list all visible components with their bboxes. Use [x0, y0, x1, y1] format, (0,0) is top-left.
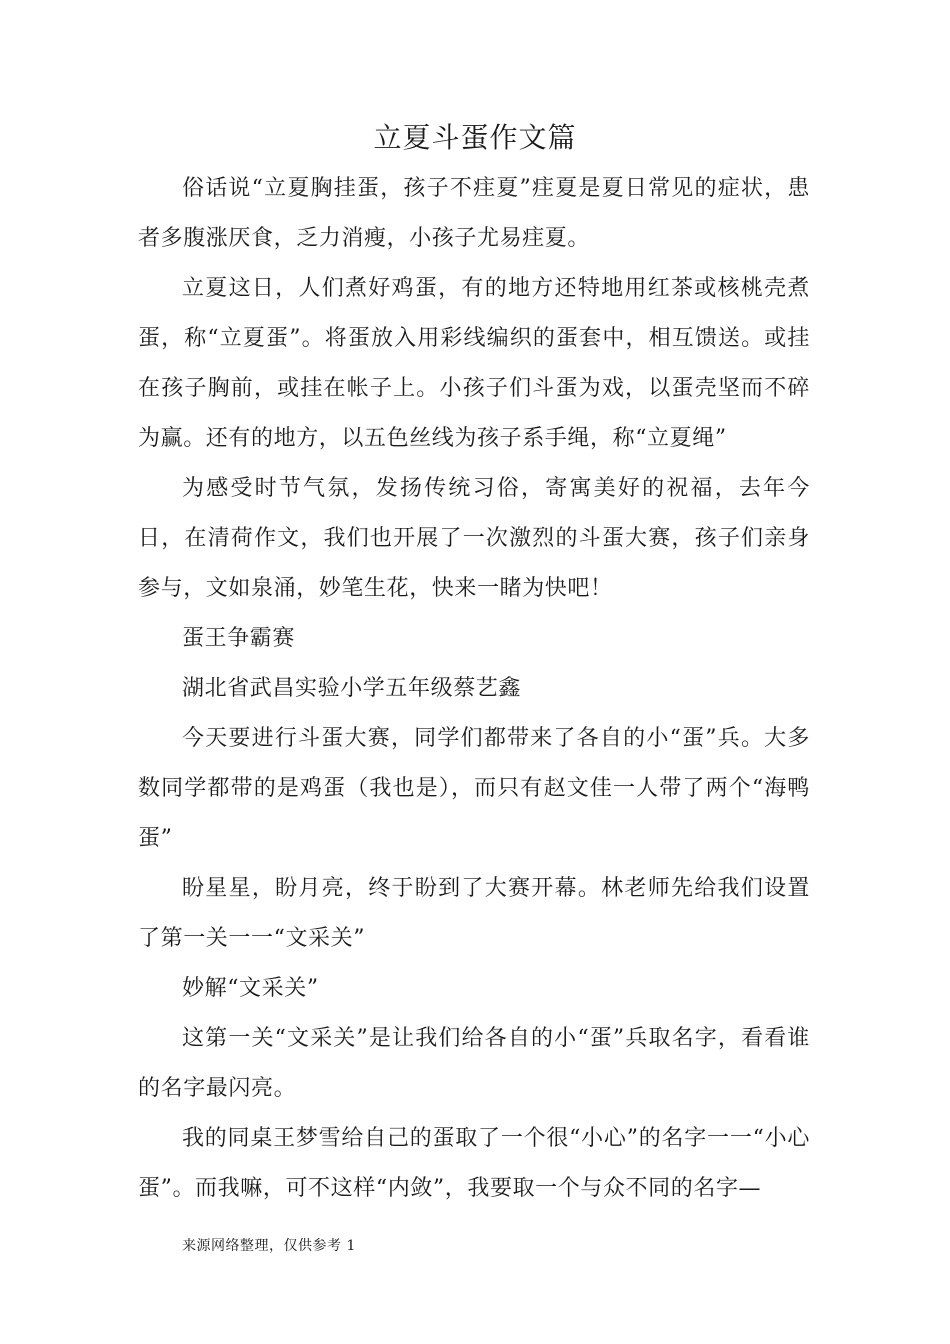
page-footer: 来源网络整理，仅供参考 1: [182, 1238, 356, 1254]
paragraph-1: 俗话说“立夏胸挂蛋，孩子不疰夏”疰夏是夏日常见的症状，患者多腹涨厌食，乏力消瘦，小孩子尤易疰夏。: [138, 176, 810, 251]
paragraph-6: 今天要进行斗蛋大赛，同学们都带来了各自的小“蛋”兵。大多数同学都带的是鸡蛋（我也是），而只有赵文佳一人带了两个“海鸭蛋”: [138, 726, 810, 851]
document-body: [138, 164, 810, 1214]
section-heading-wencai: 妙解“文采关”: [182, 976, 319, 1001]
document-title: 立夏斗蛋作文篇: [373, 121, 577, 154]
section-heading-contest: 蛋王争霸赛: [182, 626, 296, 651]
paragraph-10: 我的同桌王梦雪给自己的蛋取了一个很“小心”的名字一一“小心蛋”。而我嘛，可不这样“内敛”，我要取一个与众不同的名字—: [138, 1126, 810, 1201]
paragraph-3: 为感受时节气氛，发扬传统习俗，寄寓美好的祝福，去年今日，在清荷作文，我们也开展了一次激烈的斗蛋大赛，孩子们亲身参与，文如泉涌，妙笔生花，快来一睹为快吧！: [138, 476, 810, 601]
paragraph-9: 这第一关“文采关”是让我们给各自的小“蛋”兵取名字，看看谁的名字最闪亮。: [138, 1026, 810, 1101]
paragraph-2: 立夏这日，人们煮好鸡蛋，有的地方还特地用红茶或核桃壳煮蛋，称“立夏蛋”。将蛋放入用彩线编织的蛋套中，相互馈送。或挂在孩子胸前，或挂在帐子上。小孩子们斗蛋为戏，以蛋壳坚而不碎为赢。还有的地方，以五色丝线为孩子系手绳，称“立夏绳”: [138, 276, 810, 451]
paragraph-7: 盼星星，盼月亮，终于盼到了大赛开幕。林老师先给我们设置了第一关一一“文采关”: [138, 876, 810, 951]
author-line: 湖北省武昌实验小学五年级蔡艺鑫: [182, 676, 522, 701]
